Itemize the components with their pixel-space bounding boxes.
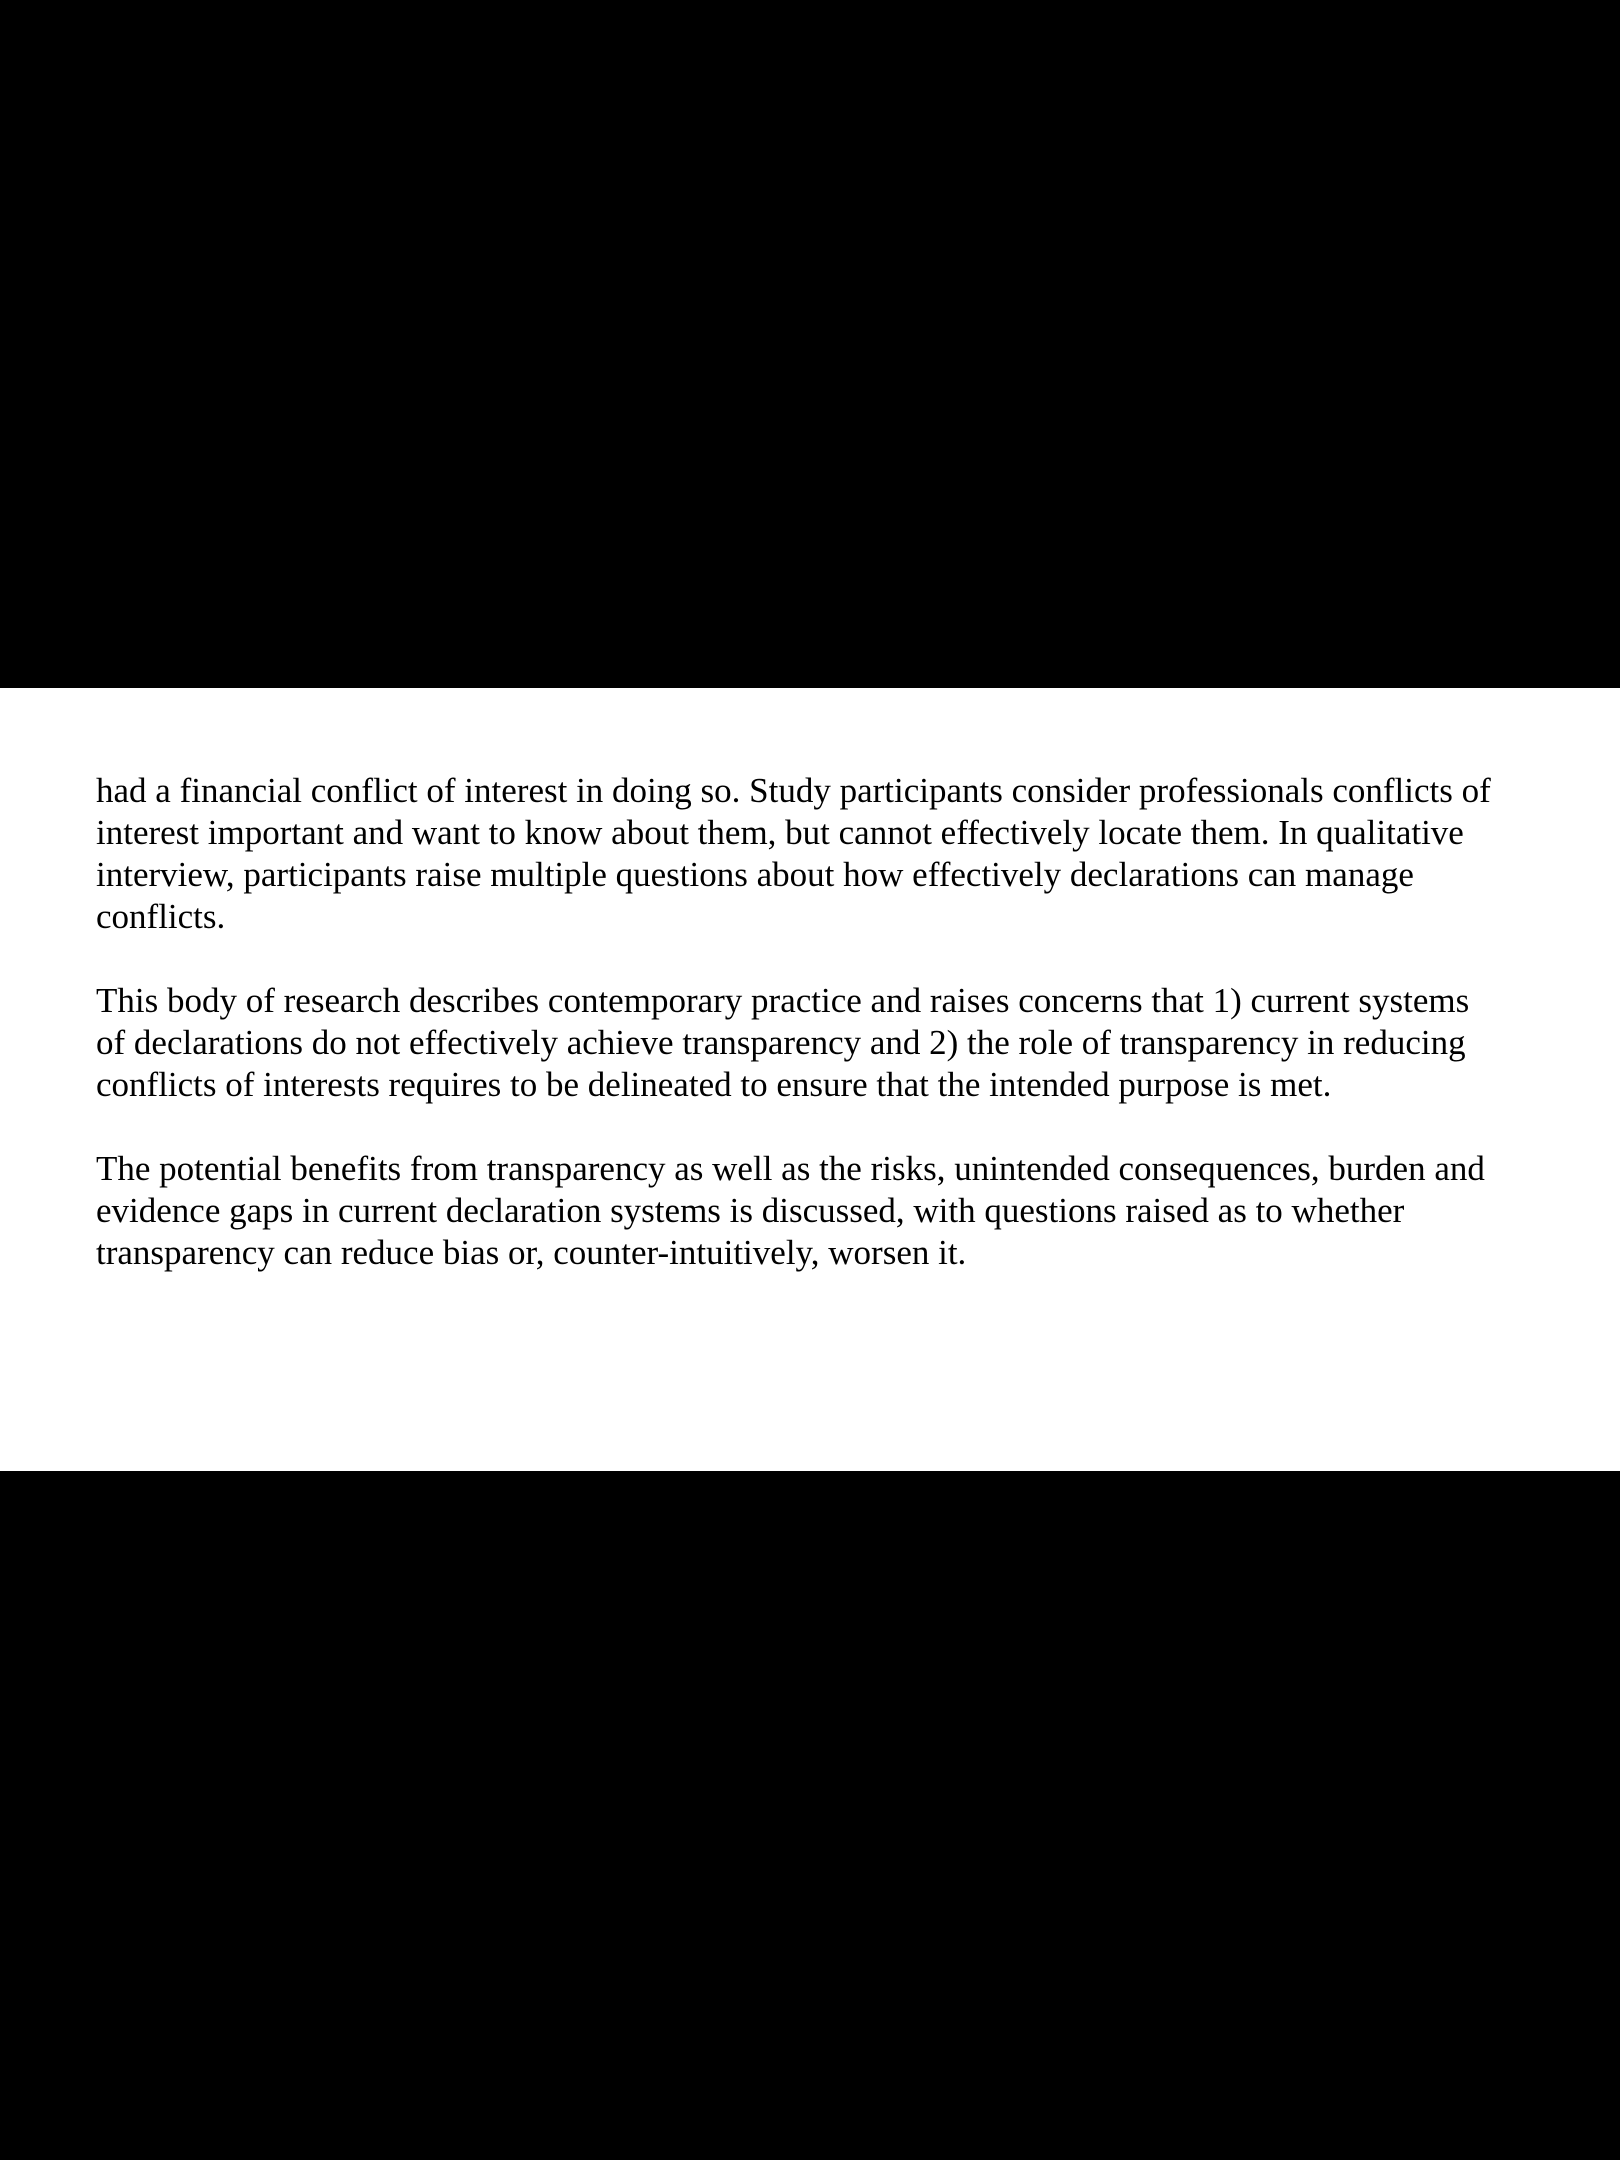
text-line: interview, participants raise multiple questions about how effectively declarations can manage [96,855,1414,894]
paragraph-3 [96,1148,1576,1274]
document-text [96,770,1576,1274]
text-line: had a financial conflict of interest in doing so. Study participants consider professionals conflicts of [96,771,1491,810]
text-line: transparency can reduce bias or, counter-intuitively, worsen it. [96,1233,967,1272]
text-line: conflicts of interests requires to be delineated to ensure that the intended purpose is met. [96,1065,1332,1104]
document-page[interactable] [0,688,1620,1471]
text-line: evidence gaps in current declaration systems is discussed, with questions raised as to whether [96,1191,1405,1230]
text-line: The potential benefits from transparency as well as the risks, unintended consequences, burden and [96,1149,1485,1188]
paragraph-1 [96,770,1576,938]
text-line: interest important and want to know about them, but cannot effectively locate them. In qualitative [96,813,1464,852]
text-line: of declarations do not effectively achieve transparency and 2) the role of transparency in reducing [96,1023,1466,1062]
text-line: This body of research describes contemporary practice and raises concerns that 1) current systems [96,981,1470,1020]
paragraph-2 [96,980,1576,1106]
text-line: conflicts. [96,897,226,936]
